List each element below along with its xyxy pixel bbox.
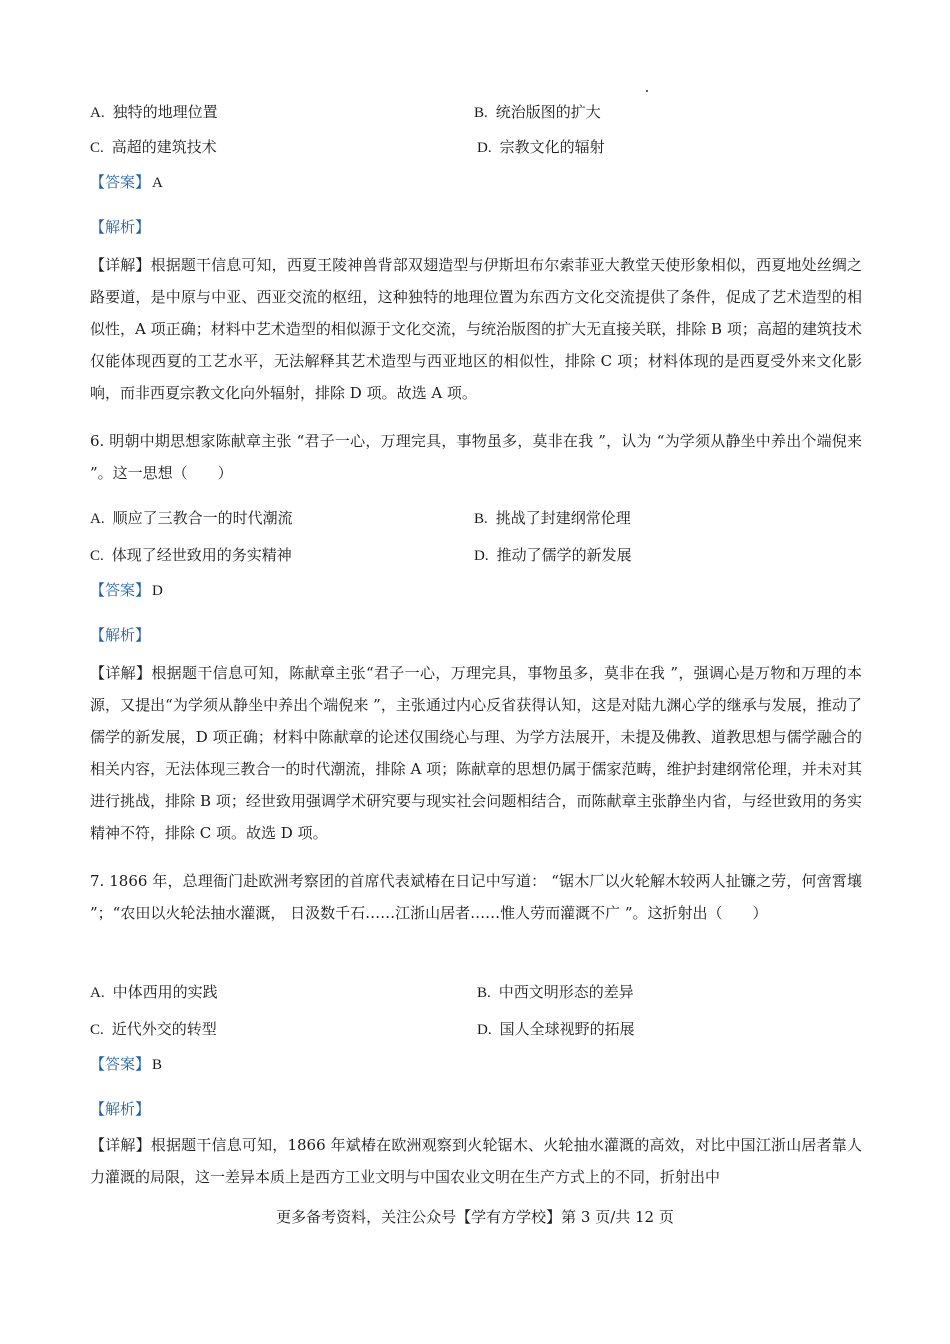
q6-option-a: A. 顺应了三教合一的时代潮流	[90, 509, 293, 527]
q6-option-c: C. 体现了经世致用的务实精神	[90, 546, 292, 564]
q5-option-a: A. 独特的地理位置	[90, 103, 218, 121]
q7-option-a: A. 中体西用的实践	[90, 983, 218, 1001]
q7-option-c: C. 近代外交的转型	[90, 1020, 217, 1038]
q7-analysis-label: 【解析】	[90, 1100, 151, 1118]
q7-option-b: B. 中西文明形态的差异	[477, 983, 634, 1001]
q6-option-d: D. 推动了儒学的新发展	[474, 546, 632, 564]
q6-detail: 【详解】根据题干信息可知，陈献章主张“君子一心，万理完具，事物虽多，莫非在我 ”，强调心是万物和万理的本源，又提出“为学须从静坐中养出个端倪来 ”，主张通过内心反省获得认知，这是对陆九渊心学的继承与发展，推动了儒学的新发展，D 项正确；材料中陈献章的论述仅围绕心与理、为学方法展开，未提及佛教、道教思想与儒学融合的相关内容，无法体现三教合一的时代潮流，排除 A 项；陈献章的思想仍属于儒家范畴，维护封建纲常伦理，并未对其进行挑战，排除 B 项；经世致用强调学术研究要与现实社会问题相结合，而陈献章主张静坐内省，与经世致用的务实精神不符，排除 C 项。故选 D 项。	[90, 664, 862, 842]
stray-dot	[646, 90, 648, 92]
q7-option-d: D. 国人全球视野的拓展	[477, 1020, 635, 1038]
q5-analysis-label: 【解析】	[90, 218, 151, 236]
q6-analysis-label: 【解析】	[90, 626, 151, 644]
q5-answer: 【答案】 A	[90, 173, 163, 191]
page-footer: 更多备考资料，关注公众号【学有方学校】第 3 页/共 12 页	[276, 1208, 674, 1226]
q7-detail: 【详解】根据题干信息可知，1866 年斌椿在欧洲观察到火轮锯木、火轮抽水灌溉的高效，对比中国江浙山居者靠人力灌溉的局限，这一差异本质上是西方工业文明与中国农业文明在生产方式上的不同，折射出中	[90, 1136, 862, 1186]
q5-option-c: C. 高超的建筑技术	[90, 138, 217, 156]
q5-option-b: B. 统治版图的扩大	[474, 103, 601, 121]
q6-option-b: B. 挑战了封建纲常伦理	[474, 509, 631, 527]
q5-detail: 【详解】根据题干信息可知，西夏王陵神兽背部双翅造型与伊斯坦布尔索菲亚大教堂天使形象相似，西夏地处丝绸之路要道，是中原与中亚、西亚交流的枢纽，这种独特的地理位置为东西方文化交流提供了条件，促成了艺术造型的相似性，A 项正确；材料中艺术造型的相似源于文化交流，与统治版图的扩大无直接关联，排除 B 项；高超的建筑技术仅能体现西夏的工艺水平，无法解释其艺术造型与西亚地区的相似性，排除 C 项；材料体现的是西夏受外来文化影响，而非西夏宗教文化向外辐射，排除 D 项。故选 A 项。	[90, 256, 862, 402]
q7-answer: 【答案】 B	[90, 1055, 163, 1073]
q5-option-d: D. 宗教文化的辐射	[477, 138, 605, 156]
q6-stem: 6. 明朝中期思想家陈献章主张 “君子一心，万理完具，事物虽多，莫非在我 ”，认为 “为学须从静坐中养出个端倪来 ”。这一思想（ ）	[90, 432, 862, 482]
q6-answer: 【答案】 D	[90, 581, 163, 599]
q7-stem: 7. 1866 年，总理衙门赴欧洲考察团的首席代表斌椿在日记中写道： “锯木厂以火轮解木较两人扯镰之劳，何啻霄壤 ”；“农田以火轮法抽水灌溉， 日汲数千石……江浙山居者……惟人劳而灌溉不广 ”。这折射出（ ）	[90, 872, 862, 922]
